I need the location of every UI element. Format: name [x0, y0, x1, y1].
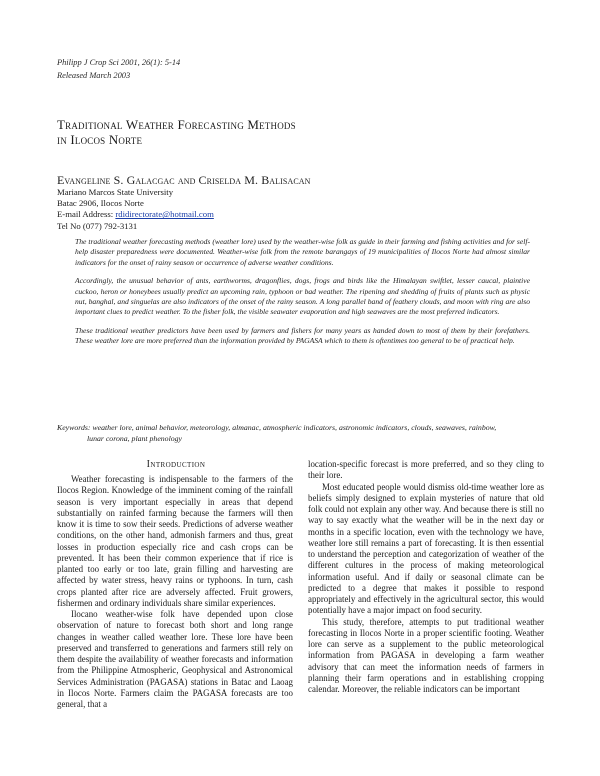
body-column-right [308, 459, 544, 695]
introduction-heading: Introduction [146, 459, 206, 470]
intro-paragraph-2: Ilocano weather-wise folk have depended upon close observation of nature to forecast both short and long range changes in weather called weather lore. These lore have been preserved and transferred to generations and farmers still rely on them despite the availability of weather forecasts and information from the Philippine Atmospheric, Geophysical and Astronomical Services Administration (PAGASA) stations in Batac and Laoag in Ilocos Norte. Farmers claim the PAGASA forecasts are too general, that a [57, 609, 293, 709]
journal-citation: Philipp J Crop Sci 2001, 26(1): 5-14 [57, 58, 181, 67]
release-date: Released March 2003 [57, 71, 131, 80]
keywords [57, 423, 539, 444]
title-line-2: in Ilocos Norte [57, 132, 143, 147]
university-address: Batac 2906, Ilocos Norte [57, 198, 144, 209]
abstract-paragraph-1: The traditional weather forecasting methods (weather lore) used by the weather-wise folk as guide in their farming and fishing activities and for self-help disaster preparedness were documented. Weather-wise folk from the remote barangays of 19 municipalities of Ilocos Norte had almost similar indicators for the onset of rainy season or occurrence of adverse weather conditions. [75, 237, 530, 267]
intro-paragraph-5: This study, therefore, attempts to put traditional weather forecasting in Ilocos Norte in a proper scientific footing. Weather lore can serve as a supplement to the public meteorological information from PAGASA in developing a farm weather advisory that can meet the information needs of farmers in planning their farm operations and in establishing cropping calendar. Moreover, the reliable indicators can be important [308, 616, 544, 694]
intro-paragraph-3: location-specific forecast is more preferred, and so they cling to their lore. [308, 459, 544, 481]
author-names: Evangeline S. Galacgac and Criselda M. Balisacan [57, 173, 311, 187]
email-label: E-mail Address: [57, 209, 116, 220]
abstract-paragraph-3: These traditional weather predictors have been used by farmers and fishers for many years as handed down to most of them by their forefathers. These weather lore are more preferred than the information provided by PAGASA which to them is oftentimes too general to be of practical help. [75, 325, 530, 346]
email-link[interactable]: rdidirectorate@hotmail.com [115, 209, 214, 220]
university-name: Mariano Marcos State University [57, 187, 174, 197]
affiliation-block [57, 187, 457, 232]
keywords-line-1: Keywords: weather lore, animal behavior, meteorology, almanac, atmospheric indicators, astronomic indicators, clouds, seawaves, rainbow, [57, 423, 497, 432]
keywords-line-2: lunar corona, plant phenology [87, 433, 182, 443]
abstract-paragraph-2: Accordingly, the unusual behavior of ants, earthworms, dragonflies, dogs, frogs and birds like the Himalayan swiftlet, lesser caucal, plaintive cuckoo, heron or honeybees usually predict an upcoming rain, typhoon or bad weather. The ripening and shedding of fruits of plants such as physic nut, banghal, and singuelas are also indicators of the onset of the rainy season. A long parallel band of feathery clouds, and moon with ring are also important clues to predict weather. To the fisher folk, the visible seawater evaporation and high seawaves are the most preferred indicators. [75, 276, 530, 317]
intro-paragraph-1: Weather forecasting is indispensable to the farmers of the Ilocos Region. Knowledge of the imminent coming of the rainfall season is very important especially in areas that depend substantially on rainfed farming because the farmers will then know it is time to sow their seeds. Predictions of adverse weather conditions, on the other hand, admonish farmers and thus, great losses in production especially rice and cash crops can be prevented. It has been their common experience that if rice is planted too early or too late, grain filling and harvesting are affected by water stress, heavy rains or typhoons. In turn, cash crops planted after rice are adversely affected. Fruit growers, fishermen and ordinary individuals share similar experiences. [57, 474, 293, 608]
abstract [75, 237, 530, 355]
body-column-left [57, 474, 293, 710]
phone-number: Tel No (077) 792-3131 [57, 220, 138, 231]
paper-title [57, 117, 477, 147]
intro-paragraph-4: Most educated people would dismiss old-time weather lore as beliefs simply designed to explain mysteries of nature that old folk could not explain any other way. And because there is still no way to say exactly what the weather will be in the next day or months in a specific location, even with the technology we have, weather lore still remains a part of forecasting. It is then essential to understand the perception and categorization of weather of the different cultures in the process of making meteorological information useful. And if daily or seasonal climate can be predicted to a degree that makes it possible to respond appropriately and effectively in the agricultural sector, this would potentially have a major impact on food security. [308, 481, 544, 616]
title-line-1: Traditional Weather Forecasting Methods [57, 117, 296, 132]
email-line [57, 209, 457, 220]
journal-info [57, 56, 357, 82]
